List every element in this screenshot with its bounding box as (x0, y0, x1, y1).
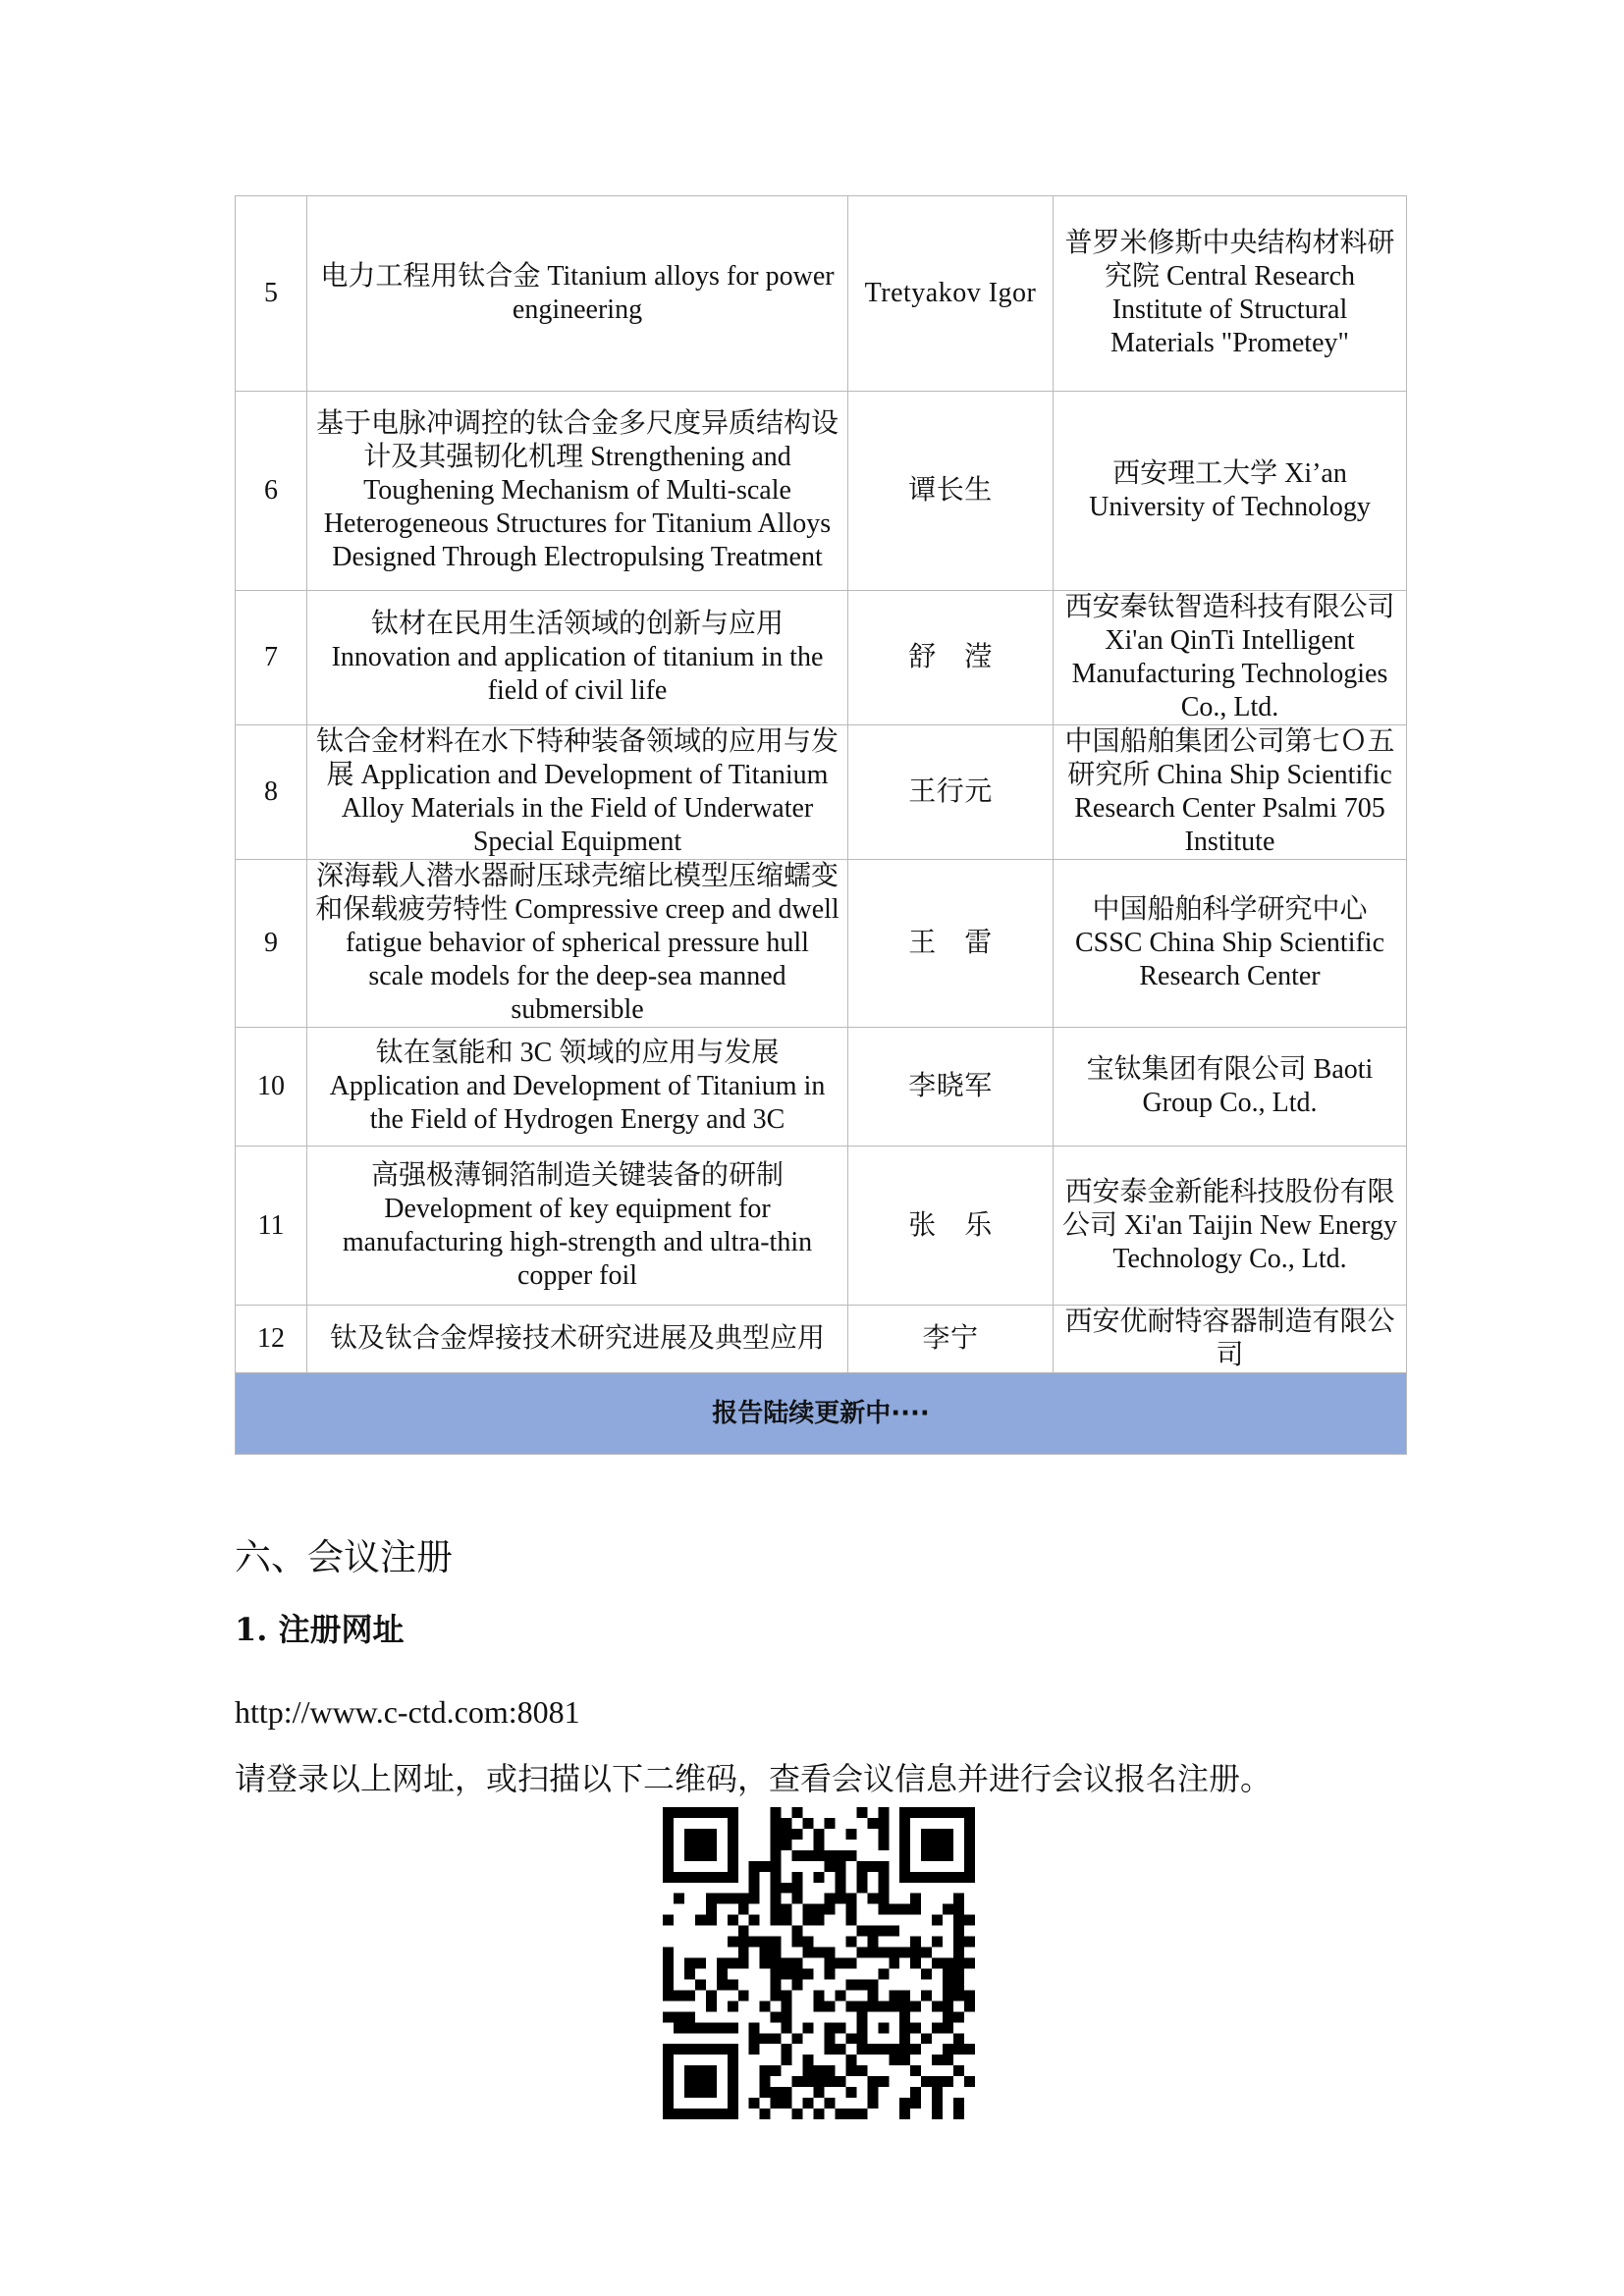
qr-code (663, 1807, 975, 2119)
cell-title: 钛合金材料在水下特种装备领域的应用与发展 Application and Development of Titanium Alloy Materials in the Field of Underwater Special Equipment (307, 725, 848, 860)
cell-speaker: 王 雷 (848, 860, 1054, 1028)
cell-speaker: Tretyakov Igor (848, 196, 1054, 392)
cell-organization: 西安秦钛智造科技有限公司 Xi'an QinTi Intelligent Manufacturing Technologies Co., Ltd. (1054, 591, 1407, 725)
cell-title: 高强极薄铜箔制造关键装备的研制 Development of key equipment for manufacturing high-strength and ultra-thin copper foil (307, 1147, 848, 1306)
table-row (236, 1306, 1407, 1373)
registration-instruction: 请登录以上网址，或扫描以下二维码，查看会议信息并进行会议报名注册。 (235, 1761, 1272, 1796)
cell-number: 9 (236, 860, 307, 1028)
report-schedule-table (235, 195, 1407, 1455)
cell-speaker: 舒 滢 (848, 591, 1054, 725)
cell-number: 12 (236, 1306, 307, 1373)
cell-title: 钛材在民用生活领域的创新与应用 Innovation and application of titanium in the field of civil life (307, 591, 848, 725)
cell-organization: 普罗米修斯中央结构材料研究院 Central Research Institute of Structural Materials "Prometey" (1054, 196, 1407, 392)
cell-title: 钛在氢能和 3C 领域的应用与发展 Application and Development of Titanium in the Field of Hydrogen Energy and 3C (307, 1028, 848, 1147)
table-row (236, 860, 1407, 1028)
table-row (236, 725, 1407, 860)
cell-number: 6 (236, 392, 307, 591)
table-row (236, 591, 1407, 725)
table-row (236, 1028, 1407, 1147)
cell-organization: 中国船舶集团公司第七Ｏ五研究所 China Ship Scientific Research Center Psalmi 705 Institute (1054, 725, 1407, 860)
qr-code-icon (663, 1807, 975, 2119)
registration-url[interactable]: http://www.c-ctd.com:8081 (235, 1694, 580, 1730)
section-heading: 六、会议注册 (235, 1536, 453, 1578)
update-notice: 报告陆续更新中···· (236, 1373, 1407, 1455)
cell-number: 8 (236, 725, 307, 860)
cell-number: 11 (236, 1147, 307, 1306)
cell-speaker: 谭长生 (848, 392, 1054, 591)
cell-number: 7 (236, 591, 307, 725)
cell-number: 5 (236, 196, 307, 392)
table-row (236, 1147, 1407, 1306)
table-row (236, 392, 1407, 591)
cell-speaker: 张 乐 (848, 1147, 1054, 1306)
cell-organization: 西安理工大学 Xi’an University of Technology (1054, 392, 1407, 591)
cell-organization: 中国船舶科学研究中心 CSSC China Ship Scientific Research Center (1054, 860, 1407, 1028)
cell-title: 深海载人潜水器耐压球壳缩比模型压缩蠕变和保载疲劳特性 Compressive creep and dwell fatigue behavior of spherical pressure hull scale models for the deep-sea manned submersible (307, 860, 848, 1028)
cell-organization: 西安优耐特容器制造有限公司 (1054, 1306, 1407, 1373)
table-row (236, 196, 1407, 392)
registration-subheading: 1. 注册网址 (235, 1611, 405, 1648)
table-footer-row (236, 1373, 1407, 1455)
cell-title: 基于电脉冲调控的钛合金多尺度异质结构设计及其强韧化机理 Strengthening and Toughening Mechanism of Multi-scale Heterogeneous Structures for Titanium Alloys Designed Through Electropulsing Treatment (307, 392, 848, 591)
cell-organization: 西安泰金新能科技股份有限公司 Xi'an Taijin New Energy Technology Co., Ltd. (1054, 1147, 1407, 1306)
cell-speaker: 王行元 (848, 725, 1054, 860)
cell-speaker: 李宁 (848, 1306, 1054, 1373)
cell-speaker: 李晓军 (848, 1028, 1054, 1147)
cell-organization: 宝钛集团有限公司 Baoti Group Co., Ltd. (1054, 1028, 1407, 1147)
cell-title: 电力工程用钛合金 Titanium alloys for power engineering (307, 196, 848, 392)
cell-number: 10 (236, 1028, 307, 1147)
cell-title: 钛及钛合金焊接技术研究进展及典型应用 (307, 1306, 848, 1373)
